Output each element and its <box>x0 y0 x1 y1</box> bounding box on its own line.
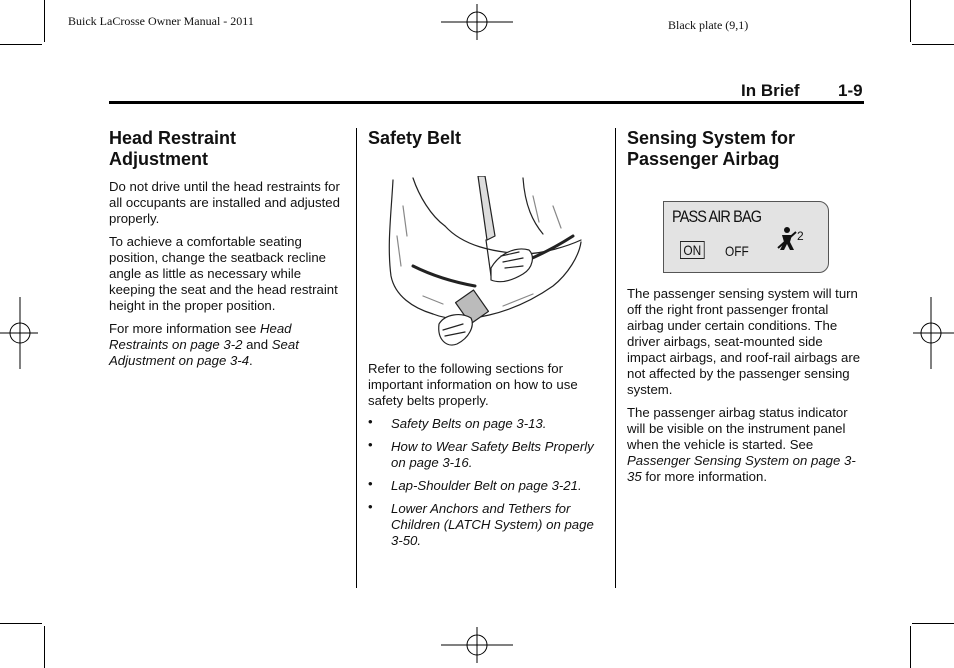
head-restraint-p3: For more information see Head Restraints on page 3-2 and Seat Adjustment on page 3-4. <box>109 321 299 368</box>
safety-belt-title: Safety Belt <box>368 128 462 148</box>
column-safety-belt <box>368 128 604 158</box>
running-header-section: In Brief <box>741 81 800 100</box>
print-header-left: Buick LaCrosse Owner Manual - 2011 <box>68 14 254 28</box>
safety-belt-illustration <box>383 176 583 360</box>
list-item[interactable]: • Safety Belts on page 3-13. <box>368 414 547 431</box>
safety-belt-intro: Refer to the following sections for important information on how to use safety belts properly. <box>368 361 578 408</box>
column-divider-1 <box>356 128 357 588</box>
list-item[interactable]: • Lap-Shoulder Belt on page 3-21. <box>368 476 582 493</box>
pass-air-bag-label: PASS AIR BAG <box>672 207 762 226</box>
safety-belt-list <box>368 416 604 549</box>
indicator-off: OFF <box>725 243 749 259</box>
link-head-restraints[interactable]: Head Restraints on page 3-2 <box>109 321 292 352</box>
running-header-page: 1-9 <box>838 81 863 100</box>
list-item[interactable]: • How to Wear Safety Belts Properly on page 3-16. <box>368 437 594 470</box>
sensing-system-p2: The passenger airbag status indicator will be visible on the instrument panel when the vehicle is started. See Passenger Sensing System on page 3-35 for more information. <box>627 405 856 484</box>
header-rule <box>109 101 864 104</box>
sensing-system-text <box>627 286 865 492</box>
head-restraint-p2: To achieve a comfortable seating position, change the seatback recline angle as little as necessary while keeping the seat and the head restraint height in the proper position. <box>109 234 338 313</box>
column-sensing-system <box>627 128 865 179</box>
indicator-on: ON <box>680 241 705 259</box>
print-header-right: Black plate (9,1) <box>668 18 749 32</box>
list-item[interactable]: • Lower Anchors and Tethers for Children (LATCH System) on page 3-50. <box>368 499 594 548</box>
sensing-system-title: Sensing System for Passenger Airbag <box>627 128 796 169</box>
link-passenger-sensing[interactable]: Passenger Sensing System on page 3-35 <box>627 453 856 484</box>
head-restraint-title: Head Restraint Adjustment <box>109 128 237 169</box>
column-divider-2 <box>615 128 616 588</box>
indicator-number: 2 <box>797 229 804 243</box>
column-head-restraint <box>109 128 347 376</box>
safety-belt-text <box>368 361 604 556</box>
sensing-system-p1: The passenger sensing system will turn off the right front passenger frontal airbag under certain conditions. The driver airbags, seat-mounted side impact airbags, and roof-rail airbags are not affected by the passenger sensing system. <box>627 286 861 397</box>
link-seat-adjustment[interactable]: Seat Adjustment on page 3-4 <box>109 337 299 368</box>
pass-air-bag-indicator <box>663 201 829 273</box>
head-restraint-p1: Do not drive until the head restraints for all occupants are installed and adjusted properly. <box>109 179 340 226</box>
